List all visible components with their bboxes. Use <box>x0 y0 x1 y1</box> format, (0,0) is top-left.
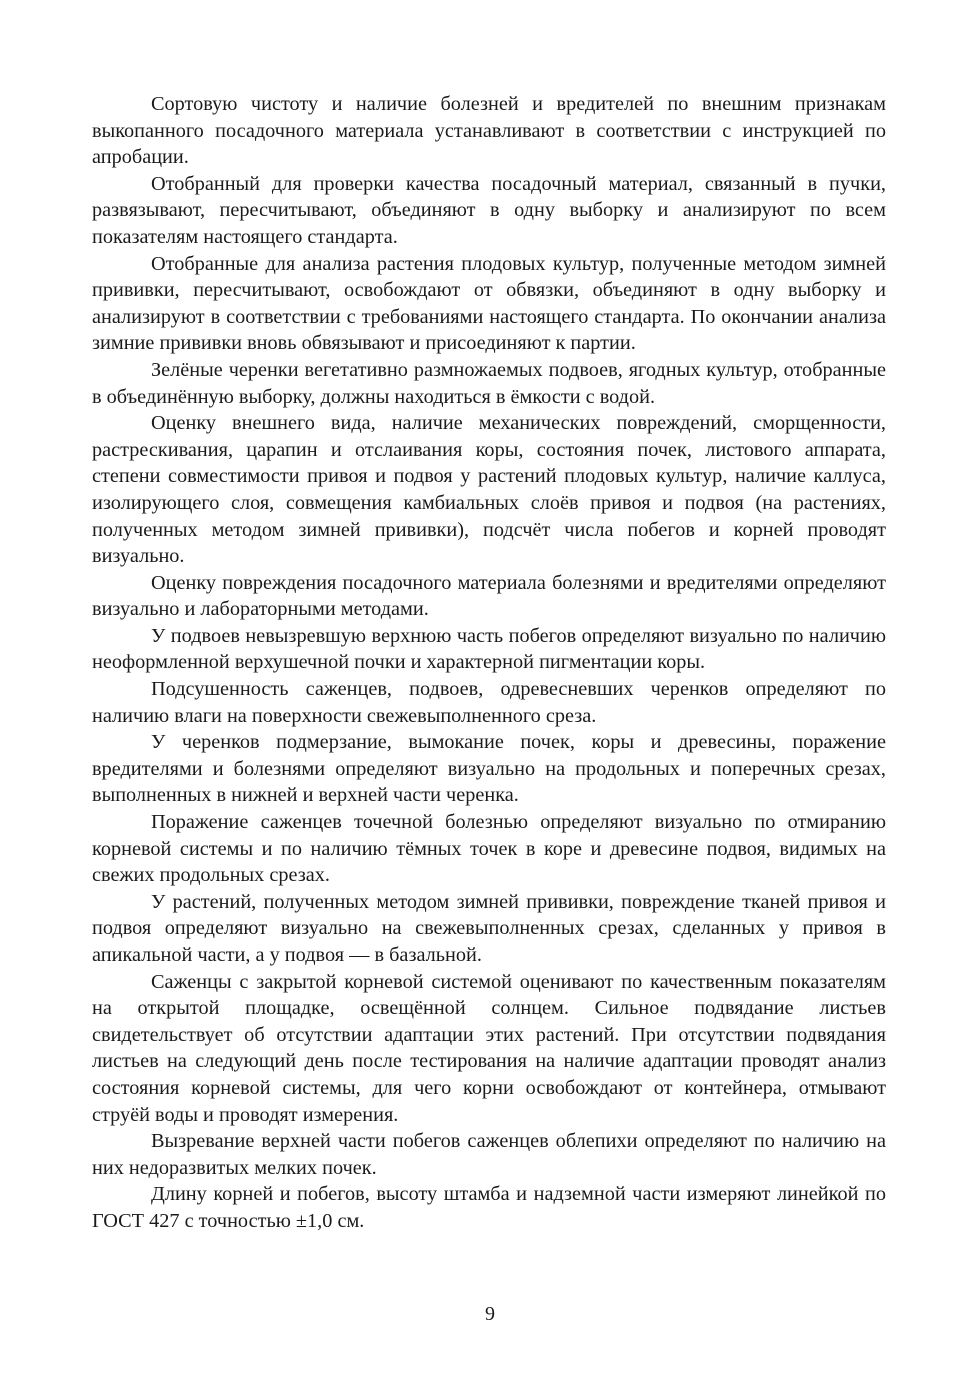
page-number: 9 <box>485 1303 495 1325</box>
paragraph-immature-shoots: У подвоев невызревшую верхнюю часть побегов определяют визуально по наличию неоформленной верхушечной почки и характерной пигментации коры. <box>92 624 886 674</box>
paragraph-sea-buckthorn: Вызревание верхней части побегов саженцев облепихи определяют по наличию на них недоразвитых мелких почек. <box>92 1130 886 1179</box>
paragraph-cutting-frost: У черенков подмерзание, вымокание почек, коры и древесины, поражение вредителями и болезнями определяют визуально на продольных и поперечных срезах, выполненных в нижней и верхней части черенка. <box>92 731 886 807</box>
paragraph-winter-grafting: Отобранные для анализа растения плодовых культур, полученные методом зимней прививки, пересчитывают, освобождают от обвязки, объединяют в одну выборку и анализируют в соответствии с требованиями настоящего стандарта. По окончании анализа зимние прививки вновь обвязывают и присоединяют к партии. <box>92 252 886 355</box>
page-body <box>92 91 886 1235</box>
paragraph-tissue-damage: У растений, полученных методом зимней прививки, повреждение тканей привоя и подвоя определяют визуально на свежевыполненных срезах, сделанных у привоя в апикальной части, а у подвоя — в базальной. <box>92 890 886 966</box>
paragraph-measurement: Длину корней и побегов, высоту штамба и надземной части измеряют линейкой по ГОСТ 427 с точностью ±1,0 см. <box>92 1183 886 1232</box>
paragraph-varietal-purity: Сортовую чистоту и наличие болезней и вредителей по внешним признакам выкопанного посадочного материала устанавливают в соответствии с инструкцией по апробации. <box>92 93 886 169</box>
paragraph-selected-bundles: Отобранный для проверки качества посадочный материал, связанный в пучки, развязывают, пересчитывают, объединяют в одну выборку и анализируют по всем показателям настоящего стандарта. <box>92 172 886 248</box>
paragraph-green-cuttings: Зелёные черенки вегетативно размножаемых подвоев, ягодных культур, отобранные в объединённую выборку, должны находиться в ёмкости с водой. <box>92 358 886 408</box>
paragraph-spot-disease: Поражение саженцев точечной болезнью определяют визуально по отмиранию корневой системы и по наличию тёмных точек в коре и древесине подвоя, видимых на свежих продольных срезах. <box>92 811 886 887</box>
paragraph-closed-root-system: Саженцы с закрытой корневой системой оценивают по качественным показателям на открытой площадке, освещённой солнцем. Сильное подвядание листьев свидетельствует об отсутствии адаптации этих растений. При отсутствии подвядания листьев на следующий день после тестирования на наличие адаптации проводят анализ состояния корневой системы, для чего корни освобождают от контейнера, отмывают струёй воды и проводят измерения. <box>92 970 886 1126</box>
paragraph-disease-damage: Оценку повреждения посадочного материала болезнями и вредителями определяют визуально и лабораторными методами. <box>92 571 886 621</box>
paragraph-visual-assessment: Оценку внешнего вида, наличие механических повреждений, сморщенности, растрескивания, царапин и отслаивания коры, состояния почек, листового аппарата, степени совместимости привоя и подвоя у растений плодовых культур, наличие каллуса, изолирующего слоя, совмещения камбиальных слоёв привоя и подвоя (на растениях, полученных методом зимней прививки), подсчёт числа побегов и корней проводят визуально. <box>92 412 886 568</box>
paragraph-dryness: Подсушенность саженцев, подвоев, одревесневших черенков определяют по наличию влаги на поверхности свежевыполненного среза. <box>92 678 886 727</box>
